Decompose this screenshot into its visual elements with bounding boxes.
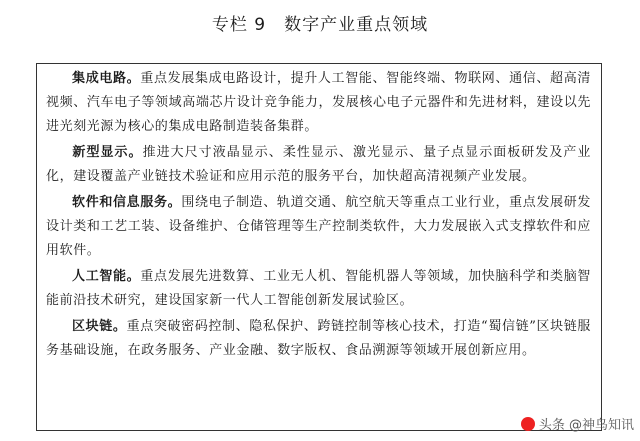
section-body: 重点突破密码控制、隐私保护、跨链控制等核心技术，打造“蜀信链”区块链服务基础设施，在政务服务、产业金融、数字版权、食品溯源等领域开展创新应用。 xyxy=(46,319,592,358)
section-body: 围绕电子制造、轨道交通、航空航天等重点工业行业，重点发展研发设计类和工艺工装、设备维护、仓储管理等生产控制类软件，大力发展嵌入式支撑软件和应用软件。 xyxy=(46,195,591,258)
column-title: 专栏 9 数字产业重点领域 xyxy=(211,15,429,35)
section-body: 重点发展先进数算、工业无人机、智能机器人等领域，加快脑科学和类脑智能前沿技术研究，建设国家新一代人工智能创新发展试验区。 xyxy=(46,269,591,308)
section-heading: 集成电路。 xyxy=(72,71,141,86)
section-heading: 区块链。 xyxy=(72,319,127,334)
section-heading: 软件和信息服务。 xyxy=(72,195,182,210)
watermark-text: 头条 @神鸟知讯 xyxy=(538,418,634,433)
section-new-display xyxy=(46,141,591,189)
section-heading: 人工智能。 xyxy=(72,269,141,284)
section-integrated-circuits xyxy=(46,67,591,139)
section-body: 重点发展集成电路设计，提升人工智能、智能终端、物联网、通信、超高清视频、汽车电子等领域高端芯片设计竞争能力，发展核心电子元器件和先进材料，建设以先进光刻光源为核心的集成电路制造装备集群。 xyxy=(46,71,591,134)
section-blockchain xyxy=(46,315,591,363)
section-software-info-services xyxy=(46,191,591,263)
toutiao-logo-icon xyxy=(521,417,535,431)
watermark xyxy=(521,414,634,433)
section-heading: 新型显示。 xyxy=(72,145,143,160)
section-artificial-intelligence xyxy=(46,265,591,313)
section-body: 推进大尺寸液晶显示、柔性显示、激光显示、量子点显示面板研发及产业化，建设覆盖产业链技术验证和应用示范的服务平台，加快超高清视频产业发展。 xyxy=(46,145,591,184)
